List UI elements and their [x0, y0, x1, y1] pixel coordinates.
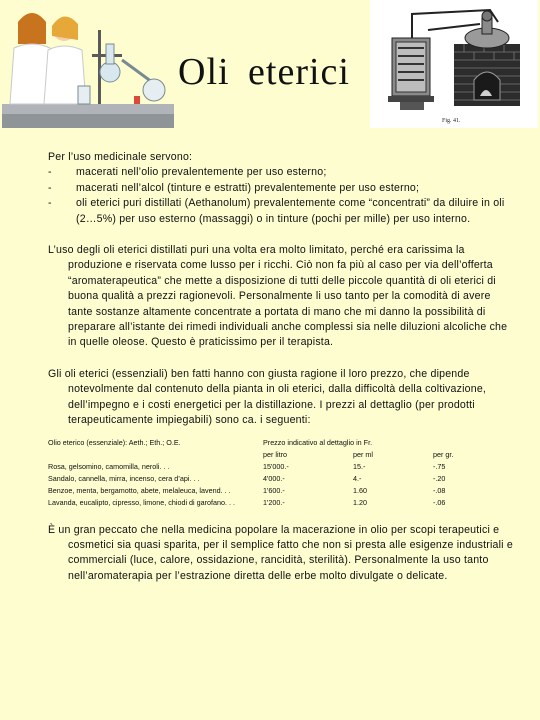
list-dash: - — [48, 197, 52, 210]
oil-name: Sandalo, cannella, mirra, incenso, cera d’api. . . — [48, 473, 200, 483]
paragraph-prices: Gli oli eterici (essenziali) ben fatti hanno con giusta ragione il loro prezzo, che dipende notevolmente dal contenuto della pianta in oli eterici, dalla difficoltà della coltivazione, dell’impegno e i costi energetici per la distillazione. I prezzi al dettaglio (per prodotti terapeuticamente impiegabili) sono ca. i seguenti: — [48, 367, 487, 427]
price-table-header-right: Prezzo indicativo al dettaglio in Fr. — [263, 437, 373, 447]
list-item — [48, 181, 518, 196]
table-row — [48, 473, 493, 485]
list-item — [48, 196, 518, 227]
list-item-text: macerati nell’olio prevalentemente per uso esterno; — [76, 166, 327, 179]
oil-name: Lavanda, eucalipto, cipresso, limone, chiodi di garofano. . . — [48, 497, 235, 507]
paragraph-maceration: È un gran peccato che nella medicina popolare la macerazione in olio per scopi terapeutici e cosmetici sia quasi sparita, per il semplice fatto che non si presta alle esigenze industriali e commerciali (luce, calore, ossidazione, rancidità, sterilità). Personalmente la uso tanto nell’aromaterapia per l’estrazione diretta delle erbe molto divulgate o delicate. — [48, 523, 513, 582]
price-per-ml: 4.- — [353, 473, 362, 483]
price-per-ml: 15.- — [353, 461, 366, 471]
page-title: Oli eterici — [178, 51, 350, 93]
laboratory-illustration — [2, 0, 174, 128]
list-dash: - — [48, 181, 52, 194]
unit-per-ml: per ml — [353, 449, 373, 459]
table-row — [48, 461, 493, 473]
price-per-litro: 4'000.- — [263, 473, 285, 483]
price-per-litro: 1'600.- — [263, 485, 285, 495]
table-row — [48, 497, 493, 509]
price-per-litro: 15'000.- — [263, 461, 289, 471]
oil-name: Rosa, gelsomino, camomilla, neroli. . . — [48, 461, 170, 471]
intro-text: Per l’uso medicinale servono: — [48, 151, 193, 163]
list-item-text: macerati nell’alcol (tinture e estratti) prevalentemente per uso esterno; — [76, 181, 420, 194]
price-table-header — [48, 437, 493, 449]
price-table-header-left: Olio eterico (essenziale): Aeth.; Eth.; O.E. — [48, 437, 181, 447]
list-dash: - — [48, 166, 52, 179]
uses-list — [48, 165, 518, 227]
list-item — [48, 165, 518, 180]
distillation-apparatus-illustration — [370, 0, 538, 128]
paragraph-history: L’uso degli oli eterici distillati puri una volta era molto limitato, perché era carissima la produzione e riservata come lusso per i ricchi. Ciò non fa più al caso per via dell’offerta “aromaterapeutica” che mette a disposizione di tutti delle piccole quantità di oli eterici di buona qualità a prezzi ragionevoli. Personalmente li uso tanto per la comodità di avere tante sostanze altamente concentrate a portata di mano che mi danno la possibilità di preparare all’istante dei rimedi individuali anche complessi sia nelle diluzioni alcoliche che in quelle oleose. Questo è praticissimo per il terapista. — [48, 244, 508, 349]
oil-name: Benzoe, menta, bergamotto, abete, melaleuca, lavend. . . — [48, 485, 231, 495]
price-per-litro: 1'200.- — [263, 497, 285, 507]
price-per-gr: -.75 — [433, 461, 446, 471]
price-per-ml: 1.60 — [353, 485, 367, 495]
price-table-units — [48, 449, 493, 461]
document-body — [48, 150, 518, 584]
price-per-gr: -.08 — [433, 485, 446, 495]
price-per-gr: -.06 — [433, 497, 446, 507]
price-table — [48, 437, 493, 509]
unit-per-gr: per gr. — [433, 449, 454, 459]
price-per-ml: 1.20 — [353, 497, 367, 507]
price-per-gr: -.20 — [433, 473, 446, 483]
unit-per-litro: per litro — [263, 449, 287, 459]
list-item-text: oli eterici puri distillati (Aethanolum) prevalentemente come “concentrati” da diluire in oli (2…5%) per uso esterno (massaggi) o in tinture (pochi per mille) per uso interno. — [76, 197, 505, 225]
table-row — [48, 485, 493, 497]
figure-caption: Fig. 41. — [442, 118, 461, 124]
